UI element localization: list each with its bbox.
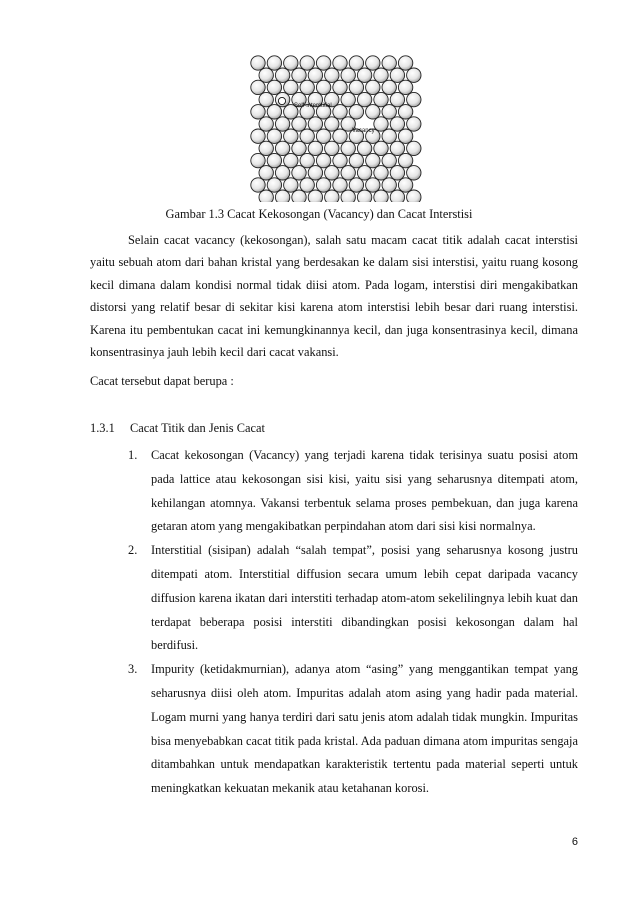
lattice-atom <box>259 190 273 202</box>
lattice-atom <box>407 190 421 202</box>
list-item <box>128 444 578 539</box>
lattice-atom <box>267 105 281 119</box>
lattice-atom <box>390 68 404 82</box>
defect-list <box>128 444 578 801</box>
lattice-atom <box>251 153 265 167</box>
lattice-atom <box>398 178 412 192</box>
lattice-atom <box>382 178 396 192</box>
lattice-atom <box>292 166 306 180</box>
lattice-atom <box>308 166 322 180</box>
lattice-atom <box>349 153 363 167</box>
lattice-atom <box>382 56 396 70</box>
lattice-atom <box>366 80 380 94</box>
lattice-atom <box>275 141 289 155</box>
lattice-atom <box>284 178 298 192</box>
lattice-atom <box>349 56 363 70</box>
lattice-atom <box>308 141 322 155</box>
interstitial-atom <box>278 97 285 104</box>
lattice-atom <box>357 166 371 180</box>
figure-caption: Gambar 1.3 Cacat Kekosongan (Vacancy) dan Cacat Interstisi <box>165 207 473 221</box>
list-item-number: 3. <box>128 662 138 677</box>
lattice-atom <box>407 141 421 155</box>
lattice-atom <box>341 190 355 202</box>
lattice-atom <box>325 190 339 202</box>
lattice-atom <box>398 56 412 70</box>
lattice-atom <box>341 68 355 82</box>
list-item <box>128 658 578 801</box>
subsection-heading <box>90 421 265 436</box>
lattice-atom <box>275 117 289 131</box>
lattice-atom <box>382 129 396 143</box>
lattice-atom <box>275 166 289 180</box>
lattice-atom <box>333 105 347 119</box>
lattice-atom <box>390 92 404 106</box>
lattice-atom <box>292 190 306 202</box>
lattice-atom <box>316 56 330 70</box>
list-item-text: Cacat kekosongan (Vacancy) yang terjadi karena tidak terisinya suatu posisi atom pada lattice atau kekosongan sisi kisi, yaitu sisi yang seharusnya ditempati atom, kehilangan atomnya. Vakansi terbentuk selama proses pembekuan, dan juga karena getaran atom yang mengakibatkan perpindahan atom dari sisi kisi normalnya. <box>151 448 578 534</box>
lattice-atom <box>333 178 347 192</box>
list-item-number: 2. <box>128 543 138 558</box>
lattice-atom <box>374 141 388 155</box>
lattice-atom <box>407 166 421 180</box>
lattice-atom <box>333 56 347 70</box>
atom-lattice-diagram <box>246 54 426 202</box>
lattice-atom <box>357 92 371 106</box>
lattice-atom <box>398 105 412 119</box>
subsection-title: Cacat Titik dan Jenis Cacat <box>130 421 265 435</box>
self-interstitial-label: Self-interstitial <box>294 103 332 109</box>
lattice-atom <box>259 92 273 106</box>
lattice-atom <box>349 80 363 94</box>
lattice-atom <box>251 129 265 143</box>
lattice-atom <box>316 129 330 143</box>
lattice-atom <box>267 178 281 192</box>
lattice-atom <box>284 153 298 167</box>
lattice-atom <box>300 56 314 70</box>
lattice-atom <box>325 117 339 131</box>
lattice-atom <box>308 117 322 131</box>
lattice-atom <box>251 56 265 70</box>
lattice-atom <box>366 56 380 70</box>
lattice-atom <box>374 68 388 82</box>
lattice-atom <box>374 117 388 131</box>
lattice-atom <box>374 92 388 106</box>
lattice-atom <box>316 80 330 94</box>
lattice-atom <box>366 105 380 119</box>
lattice-atom <box>251 80 265 94</box>
lattice-atom <box>300 129 314 143</box>
lattice-atom <box>390 166 404 180</box>
lattice-atom <box>316 178 330 192</box>
lattice-atom <box>341 166 355 180</box>
lattice-atom <box>308 68 322 82</box>
lattice-atom <box>382 80 396 94</box>
lattice-atom <box>398 80 412 94</box>
lattice-atom <box>407 68 421 82</box>
lattice-atom <box>398 153 412 167</box>
lattice-atom <box>349 178 363 192</box>
lattice-atom <box>374 166 388 180</box>
lattice-atom <box>349 105 363 119</box>
lattice-atom <box>325 141 339 155</box>
crystal-defect-figure <box>246 54 426 202</box>
list-item-text: Interstitial (sisipan) adalah “salah tempat”, posisi yang seharusnya kosong justru ditempati atom. Interstitial diffusion secara umum lebih cepat daripada vacancy diffusion karena ikatan dari interstiti terhadap atom-atom sekelilingnya lebih kuat dan terdapat beberapa posisi interstiti dibandingkan posisi kekosongan dalam hal berdifusi. <box>151 543 578 653</box>
body-paragraph: Selain cacat vacancy (kekosongan), salah satu macam cacat titik adalah cacat interstisi yaitu sebuah atom dari bahan kristal yang berdesakan ke dalam sisi interstisi, yaitu ruang kosong kecil dimana dalam kondisi normal tidak diisi atom. Pada logam, interstisi diri mengakibatkan distorsi yang relatif besar di sekitar kisi karena atom interstisi lebih besar dari ruang interstisi. Karena itu pembentukan cacat ini kemungkinannya kecil, dan juga konsentrasinya kecil, dimana konsentrasinya jauh lebih kecil dari cacat vakansi. <box>90 233 578 360</box>
lattice-atom <box>284 56 298 70</box>
lattice-atom <box>308 190 322 202</box>
lattice-atom <box>382 105 396 119</box>
lattice-atom <box>341 92 355 106</box>
vacancy-label: Vacancy <box>352 128 375 134</box>
lattice-atom <box>390 190 404 202</box>
lattice-atom <box>398 129 412 143</box>
lattice-atom <box>382 153 396 167</box>
lattice-atom <box>284 80 298 94</box>
lattice-atom <box>267 80 281 94</box>
lattice-atom <box>259 141 273 155</box>
list-item <box>128 539 578 658</box>
list-lead-text: Cacat tersebut dapat berupa : <box>90 374 234 388</box>
lattice-atom <box>300 153 314 167</box>
lattice-atom <box>390 117 404 131</box>
lattice-atom <box>259 117 273 131</box>
lattice-atom <box>292 117 306 131</box>
lattice-atom <box>357 190 371 202</box>
lattice-atom <box>407 92 421 106</box>
lattice-atom <box>316 153 330 167</box>
lattice-atom <box>374 190 388 202</box>
lattice-atom <box>251 105 265 119</box>
lattice-atom <box>366 178 380 192</box>
lattice-atom <box>325 166 339 180</box>
lattice-atom <box>333 153 347 167</box>
lattice-atom <box>284 129 298 143</box>
lattice-atom <box>407 117 421 131</box>
lattice-atom <box>325 68 339 82</box>
lattice-atom <box>300 178 314 192</box>
lattice-atom <box>267 129 281 143</box>
lattice-atom <box>333 129 347 143</box>
lattice-atom <box>259 68 273 82</box>
lattice-atom <box>259 166 273 180</box>
lattice-atom <box>267 153 281 167</box>
lattice-atom <box>300 80 314 94</box>
subsection-number: 1.3.1 <box>90 421 115 435</box>
lattice-atom <box>251 178 265 192</box>
lattice-atom <box>366 153 380 167</box>
list-item-text: Impurity (ketidakmurnian), adanya atom “asing” yang menggantikan tempat yang seharusnya diisi oleh atom. Impuritas adalah atom asing yang hadir pada material. Logam murni yang hanya terdiri dari satu jenis atom adalah tidak mungkin. Impuritas bisa menyebabkan cacat titik pada kristal. Ada paduan dimana atom impuritas sengaja ditambahkan untuk mendapatkan karakteristik tertentu pada material seperti untuk meningkatkan kekuatan mekanik atau ketahanan korosi. <box>151 662 578 796</box>
lattice-atom <box>390 141 404 155</box>
lattice-atom <box>275 190 289 202</box>
list-item-number: 1. <box>128 448 138 462</box>
lattice-atom <box>292 141 306 155</box>
lattice-atom <box>275 68 289 82</box>
lattice-atom <box>267 56 281 70</box>
lattice-atom <box>341 141 355 155</box>
lattice-atom <box>357 68 371 82</box>
lattice-atom <box>357 141 371 155</box>
lattice-atom <box>292 68 306 82</box>
page-number: 6 <box>571 836 578 848</box>
lattice-atom <box>333 80 347 94</box>
